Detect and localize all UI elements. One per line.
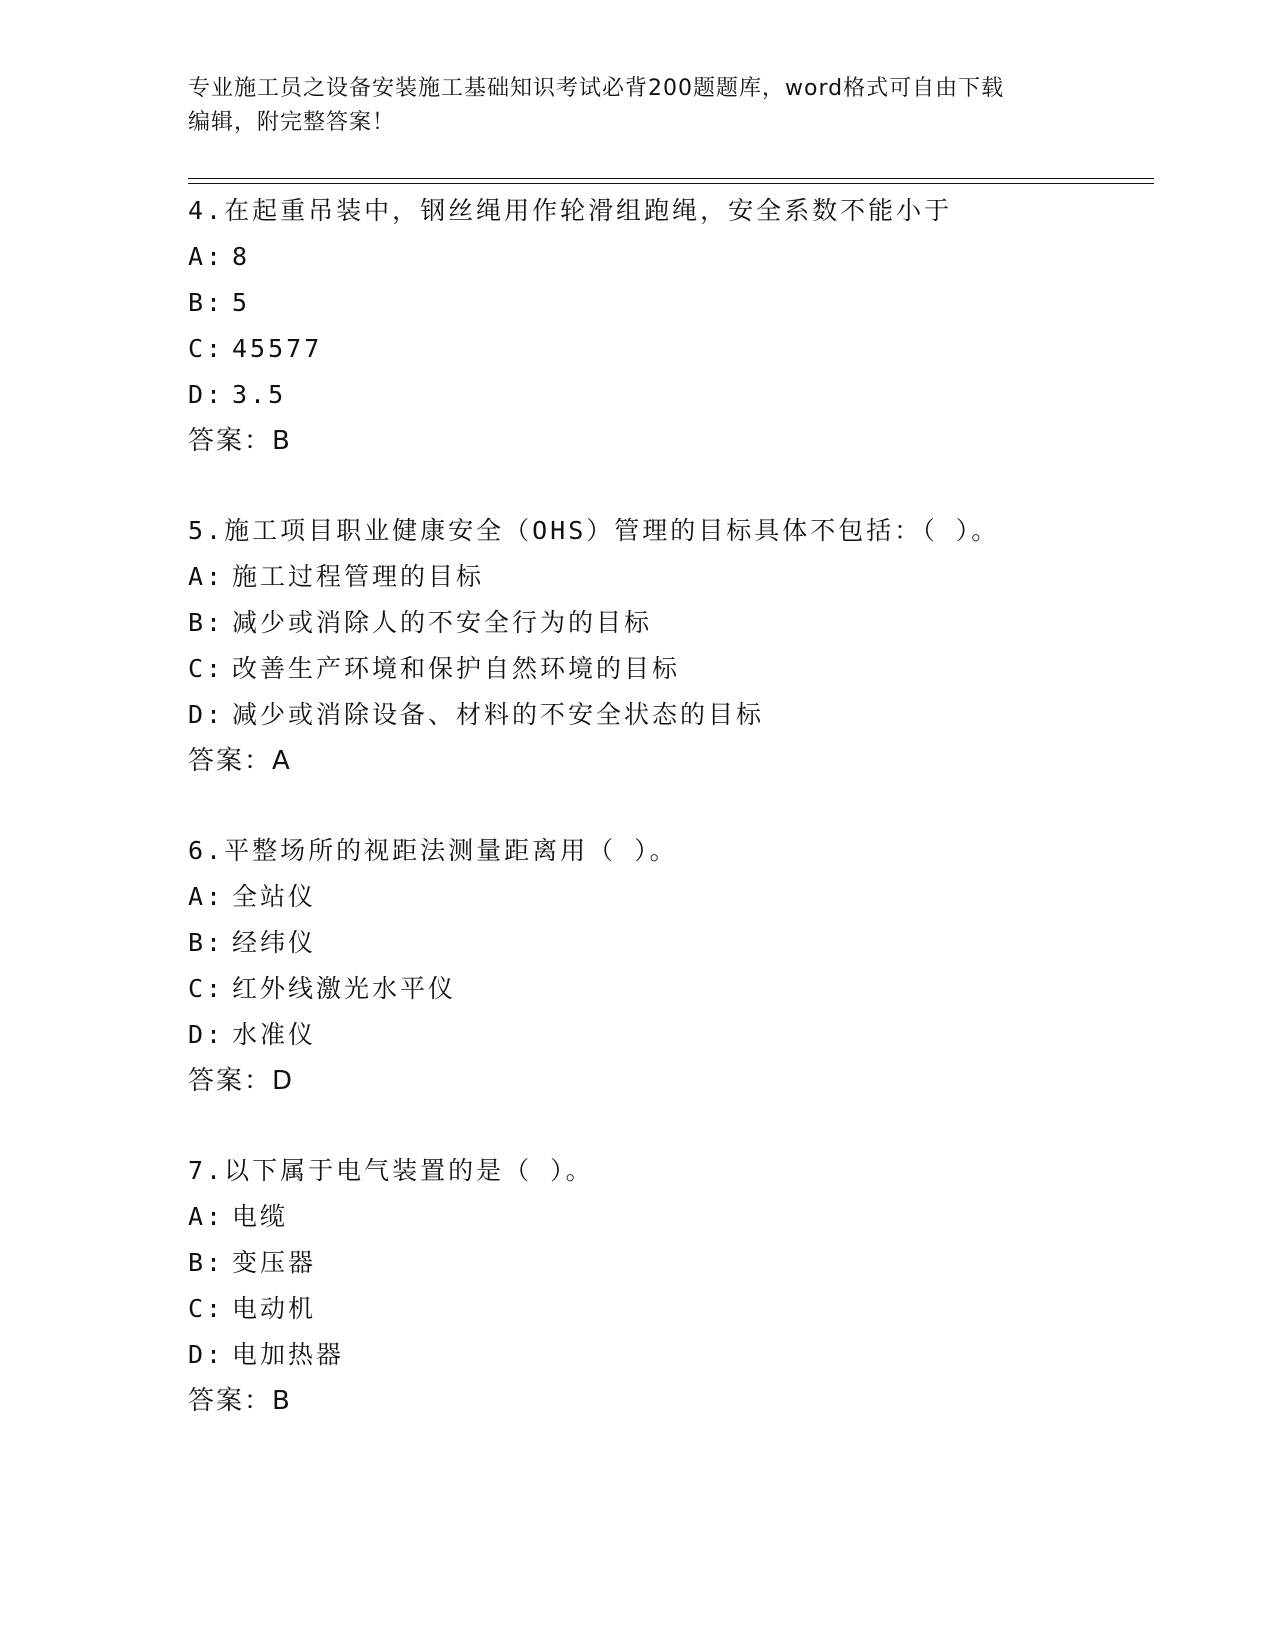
question-stem: 4.在起重吊装中，钢丝绳用作轮滑组跑绳，安全系数不能小于: [188, 196, 953, 225]
question-5: [188, 508, 1168, 784]
option-c: [188, 966, 1168, 1012]
option-c: [188, 326, 1168, 372]
option-prefix: C:: [188, 654, 225, 683]
answer: 答案：D: [188, 1066, 295, 1096]
option-text: 施工过程管理的目标: [232, 562, 485, 591]
option-prefix: C:: [188, 1294, 225, 1323]
option-prefix: C:: [188, 334, 225, 363]
option-prefix: B:: [188, 1248, 225, 1277]
option-d: [188, 1012, 1168, 1058]
header-line-2: 编辑，附完整答案！: [188, 110, 396, 135]
header-divider-bottom: [188, 183, 1154, 184]
question-4: [188, 188, 1168, 464]
option-a: [188, 1194, 1168, 1240]
option-text: 电加热器: [232, 1340, 345, 1369]
option-text: 经纬仪: [232, 928, 317, 957]
option-prefix: B:: [188, 288, 225, 317]
option-text: 5: [232, 288, 251, 317]
option-b: [188, 920, 1168, 966]
option-d: [188, 1332, 1168, 1378]
option-d: [188, 372, 1168, 418]
option-prefix: A:: [188, 242, 225, 271]
option-text: 3.5: [232, 380, 287, 409]
question-6: [188, 828, 1168, 1104]
question-stem: 6.平整场所的视距法测量距离用（ ）。: [188, 836, 678, 865]
option-c: [188, 1286, 1168, 1332]
option-text: 电缆: [232, 1202, 289, 1231]
option-text: 45577: [232, 334, 323, 363]
option-a: [188, 234, 1168, 280]
header-line-1: 专业施工员之设备安装施工基础知识考试必背200题题库，word格式可自由下载: [188, 76, 1005, 101]
option-prefix: C:: [188, 974, 225, 1003]
option-prefix: A:: [188, 882, 225, 911]
option-text: 电动机: [232, 1294, 317, 1323]
option-text: 红外线激光水平仪: [232, 974, 457, 1003]
option-b: [188, 600, 1168, 646]
question-stem: 5.施工项目职业健康安全（OHS）管理的目标具体不包括：（ ）。: [188, 516, 1000, 545]
option-text: 改善生产环境和保护自然环境的目标: [232, 654, 681, 683]
answer: 答案：B: [188, 1386, 292, 1416]
option-prefix: A:: [188, 562, 225, 591]
option-text: 全站仪: [232, 882, 317, 911]
option-text: 水准仪: [232, 1020, 317, 1049]
header-divider-top: [188, 178, 1154, 179]
option-a: [188, 554, 1168, 600]
option-b: [188, 280, 1168, 326]
document-header: [188, 72, 1088, 140]
option-text: 变压器: [232, 1248, 317, 1277]
option-text: 8: [232, 242, 251, 271]
option-text: 减少或消除人的不安全行为的目标: [232, 608, 653, 637]
question-stem: 7.以下属于电气装置的是（ ）。: [188, 1156, 594, 1185]
option-prefix: B:: [188, 608, 225, 637]
option-prefix: D:: [188, 1340, 225, 1369]
option-a: [188, 874, 1168, 920]
option-d: [188, 692, 1168, 738]
answer: 答案：B: [188, 426, 292, 456]
option-prefix: D:: [188, 380, 225, 409]
question-7: [188, 1148, 1168, 1424]
option-b: [188, 1240, 1168, 1286]
option-prefix: D:: [188, 1020, 225, 1049]
option-text: 减少或消除设备、材料的不安全状态的目标: [232, 700, 765, 729]
answer: 答案：A: [188, 746, 292, 776]
option-prefix: B:: [188, 928, 225, 957]
option-prefix: A:: [188, 1202, 225, 1231]
option-c: [188, 646, 1168, 692]
option-prefix: D:: [188, 700, 225, 729]
